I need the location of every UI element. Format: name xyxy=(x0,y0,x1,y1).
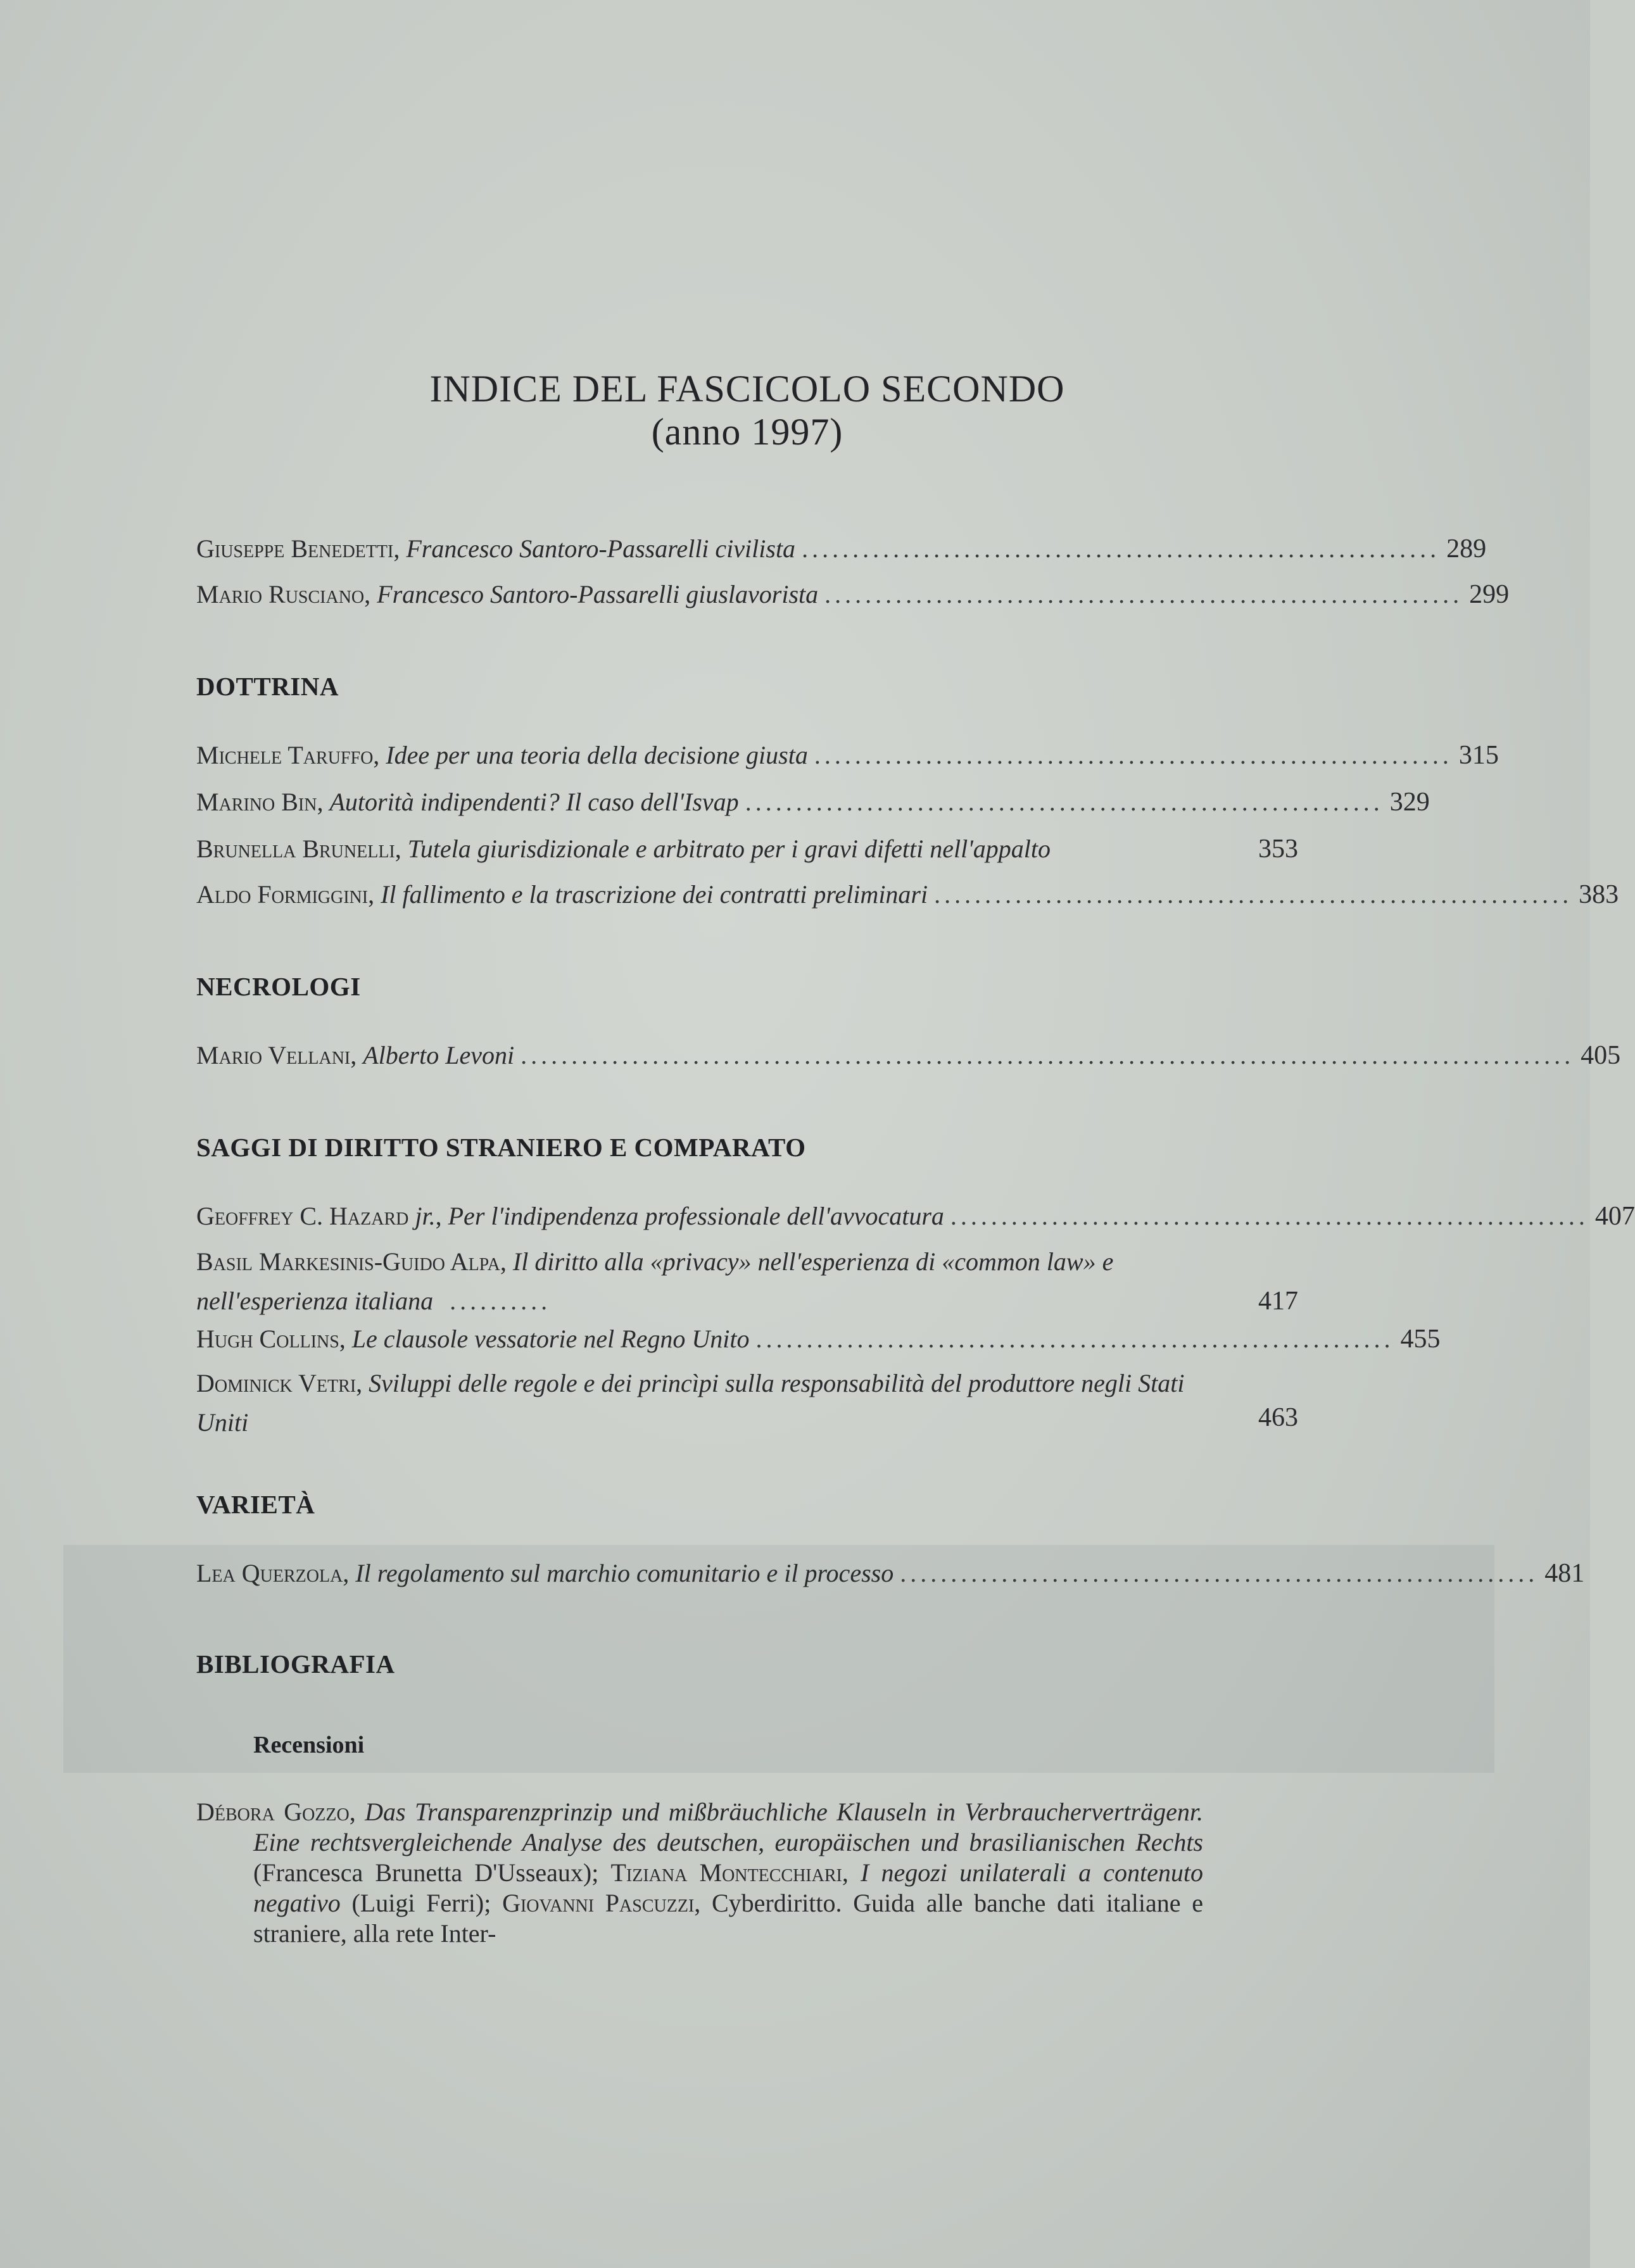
toc-entry: Lea Querzola, Il regolamento sul marchio comunitario e il processo ............................................................... 481 xyxy=(196,1554,1298,1593)
toc-entry: Basil Markesinis-Guido Alpa, Il diritto alla «privacy» nell'esperienza di «common law» e nell'esperienza italiana .......... xyxy=(196,1247,1114,1315)
section-heading-saggi: SAGGI DI DIRITTO STRANIERO E COMPARATO xyxy=(196,1133,806,1162)
page-number: 407 xyxy=(1594,1202,1635,1231)
toc-entry-page xyxy=(196,1282,1298,1321)
page-number: 289 xyxy=(1446,534,1487,564)
toc-entry: Dominick Vetri, Sviluppi delle regole e dei princìpi sulla responsabilità del produttore negli Stati Uniti xyxy=(196,1369,1185,1437)
toc-entry: Michele Taruffo, Idee per una teoria della decisione giusta ............................................................... 315 xyxy=(196,736,1298,775)
section-heading-varieta: VARIETÀ xyxy=(196,1490,315,1519)
index-title: INDICE DEL FASCICOLO SECONDO xyxy=(429,368,1065,410)
review-title: I negozi unilaterali a contenuto negativo xyxy=(253,1858,1204,1917)
review-author: Débora Gozzo xyxy=(196,1798,350,1826)
page-number: 417 xyxy=(1258,1287,1298,1316)
toc-entry: Mario Vellani, Alberto Levoni ........................................................................................................ 405 xyxy=(196,1036,1298,1075)
reviewer: (Francesca Brunetta D'Usseaux); xyxy=(253,1858,599,1887)
toc-entry: Brunella Brunelli, Tutela giurisdizionale e arbitrato per i gravi difetti nell'appalto 353 xyxy=(196,829,1298,869)
page-number: 315 xyxy=(1458,741,1499,770)
reviewer: (Luigi Ferri); xyxy=(351,1889,491,1917)
section-heading-dottrina: DOTTRINA xyxy=(196,672,339,701)
toc-entry: Marino Bin, Autorità indipendenti? Il caso dell'Isvap ............................................................... 329 xyxy=(196,783,1298,822)
toc-entry: Hugh Collins, Le clausole vessatorie nel Regno Unito ............................................................... 455 xyxy=(196,1320,1298,1359)
page-number: 463 xyxy=(1258,1403,1298,1432)
toc-entry-page xyxy=(196,1398,1298,1437)
section-heading-bibliografia: BIBLIOGRAFIA xyxy=(196,1649,395,1679)
review-title: Das Transparenzprinzip und mißbräuchliche Klauseln in Verbraucherverträgenr. Eine rechtsvergleichende Analyse des deutschen, europäischen und brasilianischen Rechts xyxy=(253,1798,1203,1856)
page-number: 299 xyxy=(1469,580,1510,609)
page-number: 405 xyxy=(1581,1041,1621,1070)
review-list: Débora Gozzo, Das Transparenzprinzip und mißbräuchliche Klauseln in Verbraucherverträgenr. Eine rechtsvergleichende Analyse des deutschen, europäischen und brasilianischen Rechts (Francesca Brunetta D'Usseaux); Tiziana Montecchiari, I negozi unilaterali a contenuto negativo (Luigi Ferri); Giovanni Pascuzzi, Cyberdiritto. Guida alle banche dati italiane e straniere, alla rete Inter- xyxy=(196,1798,1204,1948)
toc-entry: Giuseppe Benedetti, Francesco Santoro-Passarelli civilista ............................................................... 289 xyxy=(196,529,1298,569)
review-author: Tiziana Montecchiari xyxy=(610,1858,842,1887)
index-year: (anno 1997) xyxy=(651,411,843,453)
toc-entry: Aldo Formiggini, Il fallimento e la trascrizione dei contratti preliminari ............................................................... 383 xyxy=(196,875,1298,914)
review-title: Cyberdiritto. Guida alle banche dati italiane e straniere, alla rete Inter- xyxy=(253,1889,1204,1948)
subsection-heading-recensioni: Recensioni xyxy=(253,1732,365,1758)
page-number: 353 xyxy=(1258,835,1298,864)
page-number: 383 xyxy=(1579,880,1619,909)
section-heading-necrologi: NECROLOGI xyxy=(196,972,361,1001)
toc-entry: Geoffrey C. Hazard jr., Per l'indipendenza professionale dell'avvocatura ............................................................... 407 xyxy=(196,1197,1298,1236)
page-number: 329 xyxy=(1389,788,1430,817)
review-author: Giovanni Pascuzzi xyxy=(502,1889,695,1917)
page-number: 481 xyxy=(1544,1559,1585,1588)
page-number: 455 xyxy=(1400,1325,1441,1354)
toc-entry: Mario Rusciano, Francesco Santoro-Passarelli giuslavorista ............................................................... 299 xyxy=(196,575,1298,614)
